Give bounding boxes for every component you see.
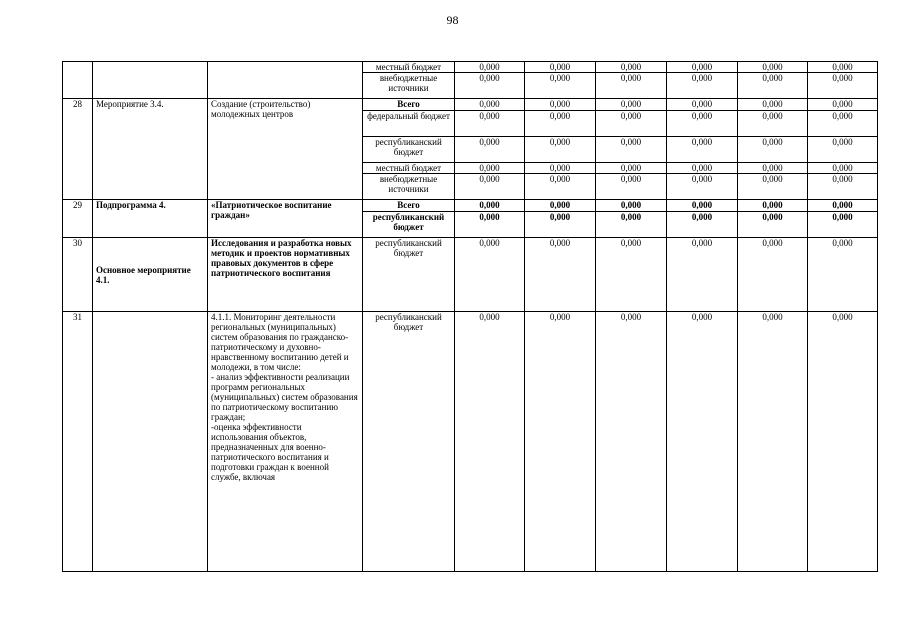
- value-cell: 0,000: [738, 238, 808, 312]
- funding-source: республиканский бюджет: [363, 238, 455, 312]
- value-cell: 0,000: [808, 137, 878, 163]
- value-cell: 0,000: [525, 200, 596, 212]
- event-description-cell: [208, 62, 363, 99]
- funding-source: внебюджетные источники: [363, 73, 455, 99]
- table-row: [63, 238, 878, 312]
- value-cell: 0,000: [667, 111, 738, 137]
- funding-source: федеральный бюджет: [363, 111, 455, 137]
- funding-source: республиканский бюджет: [363, 212, 455, 238]
- budget-table: [62, 61, 878, 572]
- funding-source: Всего: [363, 200, 455, 212]
- value-cell: 0,000: [525, 99, 596, 111]
- value-cell: 0,000: [455, 62, 525, 73]
- value-cell: 0,000: [808, 111, 878, 137]
- event-name-cell: Мероприятие 3.4.: [93, 99, 208, 200]
- funding-source: местный бюджет: [363, 62, 455, 73]
- value-cell: 0,000: [596, 312, 667, 572]
- value-cell: 0,000: [596, 111, 667, 137]
- value-cell: 0,000: [667, 137, 738, 163]
- value-cell: 0,000: [667, 73, 738, 99]
- table-row: [63, 99, 878, 111]
- value-cell: 0,000: [667, 238, 738, 312]
- event-name-cell: [93, 62, 208, 99]
- table-row: [63, 62, 878, 73]
- row-number-cell: 31: [63, 312, 93, 572]
- value-cell: 0,000: [596, 137, 667, 163]
- funding-source: Всего: [363, 99, 455, 111]
- value-cell: 0,000: [455, 212, 525, 238]
- value-cell: 0,000: [596, 73, 667, 99]
- value-cell: 0,000: [455, 111, 525, 137]
- value-cell: 0,000: [455, 238, 525, 312]
- value-cell: 0,000: [808, 99, 878, 111]
- value-cell: 0,000: [667, 99, 738, 111]
- value-cell: 0,000: [808, 238, 878, 312]
- value-cell: 0,000: [455, 174, 525, 200]
- value-cell: 0,000: [667, 212, 738, 238]
- event-description-cell: «Патриотическое воспитание граждан»: [208, 200, 363, 238]
- value-cell: 0,000: [808, 62, 878, 73]
- value-cell: 0,000: [667, 163, 738, 174]
- value-cell: 0,000: [455, 312, 525, 572]
- funding-source: внебюджетные источники: [363, 174, 455, 200]
- value-cell: 0,000: [808, 200, 878, 212]
- value-cell: 0,000: [525, 62, 596, 73]
- value-cell: 0,000: [525, 174, 596, 200]
- value-cell: 0,000: [667, 62, 738, 73]
- value-cell: 0,000: [525, 238, 596, 312]
- row-number-cell: [63, 62, 93, 99]
- value-cell: 0,000: [738, 212, 808, 238]
- value-cell: 0,000: [738, 312, 808, 572]
- page-number: 98: [446, 13, 459, 27]
- funding-source: республиканский бюджет: [363, 312, 455, 572]
- value-cell: 0,000: [738, 111, 808, 137]
- value-cell: 0,000: [525, 163, 596, 174]
- row-number-cell: 28: [63, 99, 93, 200]
- value-cell: 0,000: [525, 212, 596, 238]
- row-number-cell: 29: [63, 200, 93, 238]
- value-cell: 0,000: [667, 200, 738, 212]
- value-cell: 0,000: [738, 62, 808, 73]
- value-cell: 0,000: [738, 163, 808, 174]
- value-cell: 0,000: [525, 111, 596, 137]
- event-description-cell: Создание (строительство) молодежных центров: [208, 99, 363, 200]
- row-number-cell: 30: [63, 238, 93, 312]
- event-name-cell: Основное мероприятие 4.1.: [93, 238, 208, 312]
- value-cell: 0,000: [455, 99, 525, 111]
- value-cell: 0,000: [738, 200, 808, 212]
- value-cell: 0,000: [455, 200, 525, 212]
- value-cell: 0,000: [596, 200, 667, 212]
- value-cell: 0,000: [738, 73, 808, 99]
- value-cell: 0,000: [596, 163, 667, 174]
- event-name-cell: [93, 312, 208, 572]
- value-cell: 0,000: [525, 73, 596, 99]
- table-row: [63, 312, 878, 572]
- value-cell: 0,000: [455, 137, 525, 163]
- event-description-cell: Исследования и разработка новых методик и проектов нормативных правовых документов в сфере патриотического воспитания: [208, 238, 363, 312]
- value-cell: 0,000: [738, 99, 808, 111]
- value-cell: 0,000: [738, 174, 808, 200]
- value-cell: 0,000: [525, 312, 596, 572]
- value-cell: 0,000: [667, 312, 738, 572]
- value-cell: 0,000: [808, 312, 878, 572]
- funding-source: республиканский бюджет: [363, 137, 455, 163]
- value-cell: 0,000: [808, 73, 878, 99]
- value-cell: 0,000: [596, 238, 667, 312]
- value-cell: 0,000: [455, 163, 525, 174]
- value-cell: 0,000: [596, 174, 667, 200]
- value-cell: 0,000: [596, 99, 667, 111]
- value-cell: 0,000: [808, 174, 878, 200]
- funding-source: местный бюджет: [363, 163, 455, 174]
- event-name-cell: Подпрограмма 4.: [93, 200, 208, 238]
- value-cell: 0,000: [808, 212, 878, 238]
- value-cell: 0,000: [596, 212, 667, 238]
- table-row: [63, 200, 878, 212]
- value-cell: 0,000: [808, 163, 878, 174]
- value-cell: 0,000: [596, 62, 667, 73]
- value-cell: 0,000: [455, 73, 525, 99]
- value-cell: 0,000: [525, 137, 596, 163]
- value-cell: 0,000: [738, 137, 808, 163]
- event-description-cell: 4.1.1. Мониторинг деятельности региональных (муниципальных) систем образования по гражданско-патриотическому и духовно-нравственному воспитанию детей и молодежи, в том числе: - анализ эффективности реализации программ региональных (муниципальных) систем образования по патриотическому воспитанию граждан; -оценка эффективности использования объектов, предназначенных для военно-патриотического воспитания и подготовки граждан к военной службе, включая: [208, 312, 363, 572]
- value-cell: 0,000: [667, 174, 738, 200]
